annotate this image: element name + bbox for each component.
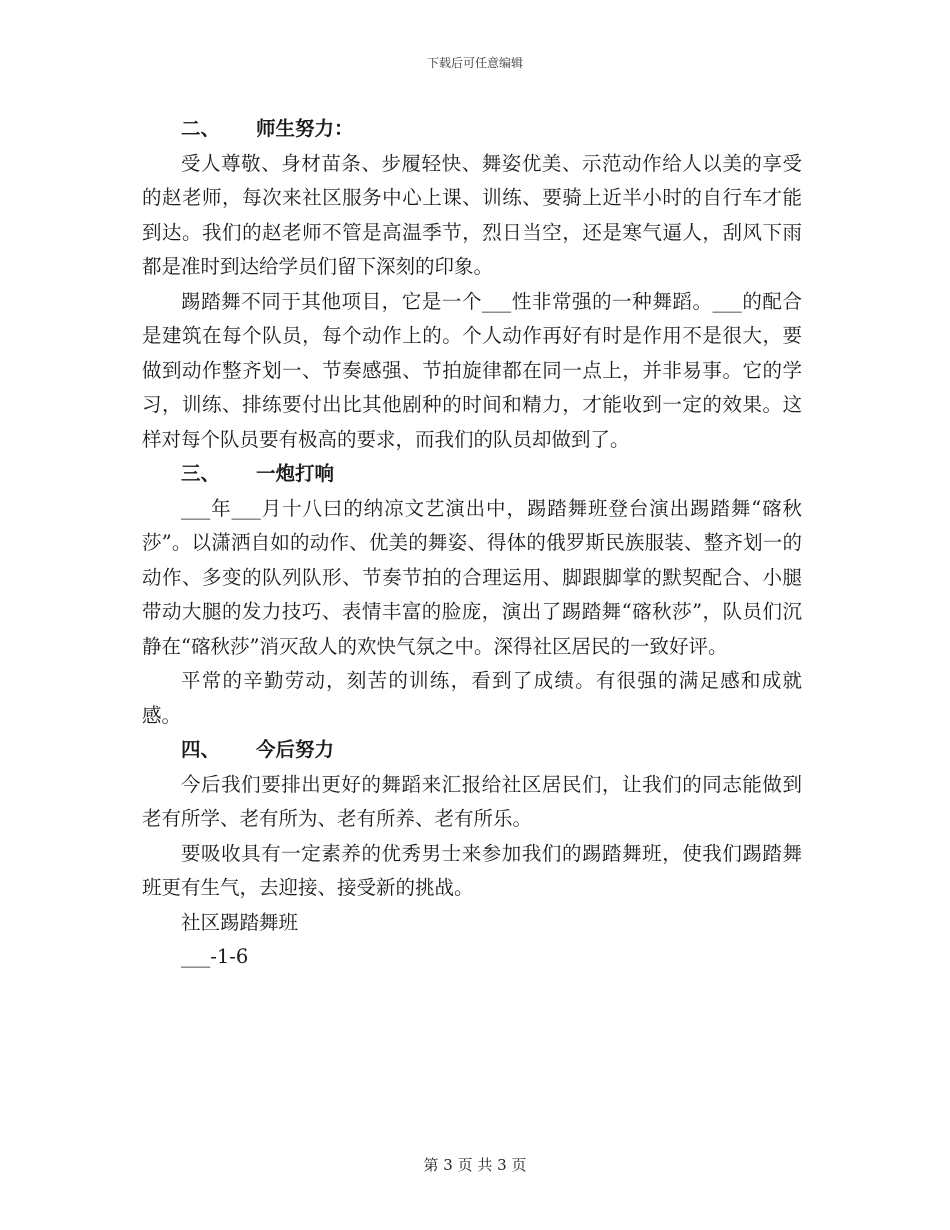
paragraph: 今后我们要排出更好的舞蹈来汇报给社区居民们，让我们的同志能做到老有所学、老有所为、老有所养、老有所乐。 xyxy=(142,772,802,830)
page-footer: 第 3 页 共 3 页 xyxy=(423,1156,527,1174)
signature-date: ___-1-6 xyxy=(181,945,249,968)
document-body xyxy=(142,112,802,975)
section-heading-3 xyxy=(142,457,802,492)
signature-org: 社区踢踏舞班 xyxy=(181,910,299,934)
section-number: 四、 xyxy=(181,738,221,761)
page-header: 下载后可任意编辑 xyxy=(426,56,523,70)
section-number: 二、 xyxy=(181,117,221,140)
paragraph: ___年___月十八曰的纳凉文艺演出中，踢踏舞班登台演出踢踏舞“碦秋莎”。以潇洒自如的动作、优美的舞姿、得体的俄罗斯民族服装、整齐划一的动作、多变的队列队形、节奏节拍的合理运用、脚跟脚掌的默契配合、小腿带动大腿的发力技巧、表情丰富的脸庞，演出了踢踏舞“碦秋莎”，队员们沉静在“碦秋莎”消灭敌人的欢快气氛之中。深得社区居民的一致好评。 xyxy=(142,496,802,658)
section-heading-2 xyxy=(142,112,802,147)
section-heading-4 xyxy=(142,733,802,768)
section-number: 三、 xyxy=(181,462,221,485)
paragraph: 受人尊敬、身材苗条、步履轻快、舞姿优美、示范动作给人以美的享受的赵老师，每次来社区服务中心上课、训练、要骑上近半小时的自行车才能到达。我们的赵老师不管是高温季节，烈日当空，还是寒气逼人，刮风下雨都是准时到达给学员们留下深刻的印象。 xyxy=(142,151,802,278)
section-title: 一炮打响 xyxy=(256,462,335,485)
paragraph: 要吸收具有一定素养的优秀男士来参加我们的踢踏舞班，使我们踢踏舞班更有生气，去迎接、接受新的挑战。 xyxy=(142,841,802,899)
section-title: 今后努力 xyxy=(256,738,335,761)
section-title: 师生努力： xyxy=(256,117,354,140)
paragraph: 平常的辛勤劳动，刻苦的训练，看到了成绩。有很强的满足感和成就感。 xyxy=(142,669,802,727)
paragraph: 踢踏舞不同于其他项目，它是一个___性非常强的一种舞蹈。___的配合是建筑在每个队员，每个动作上的。个人动作再好有时是作用不是很大，要做到动作整齐划一、节奏感强、节拍旋律都在同一点上，并非易事。它的学习，训练、排练要付出比其他剧种的时间和精力，才能收到一定的效果。这样对每个队员要有极高的要求，而我们的队员却做到了。 xyxy=(142,289,802,451)
